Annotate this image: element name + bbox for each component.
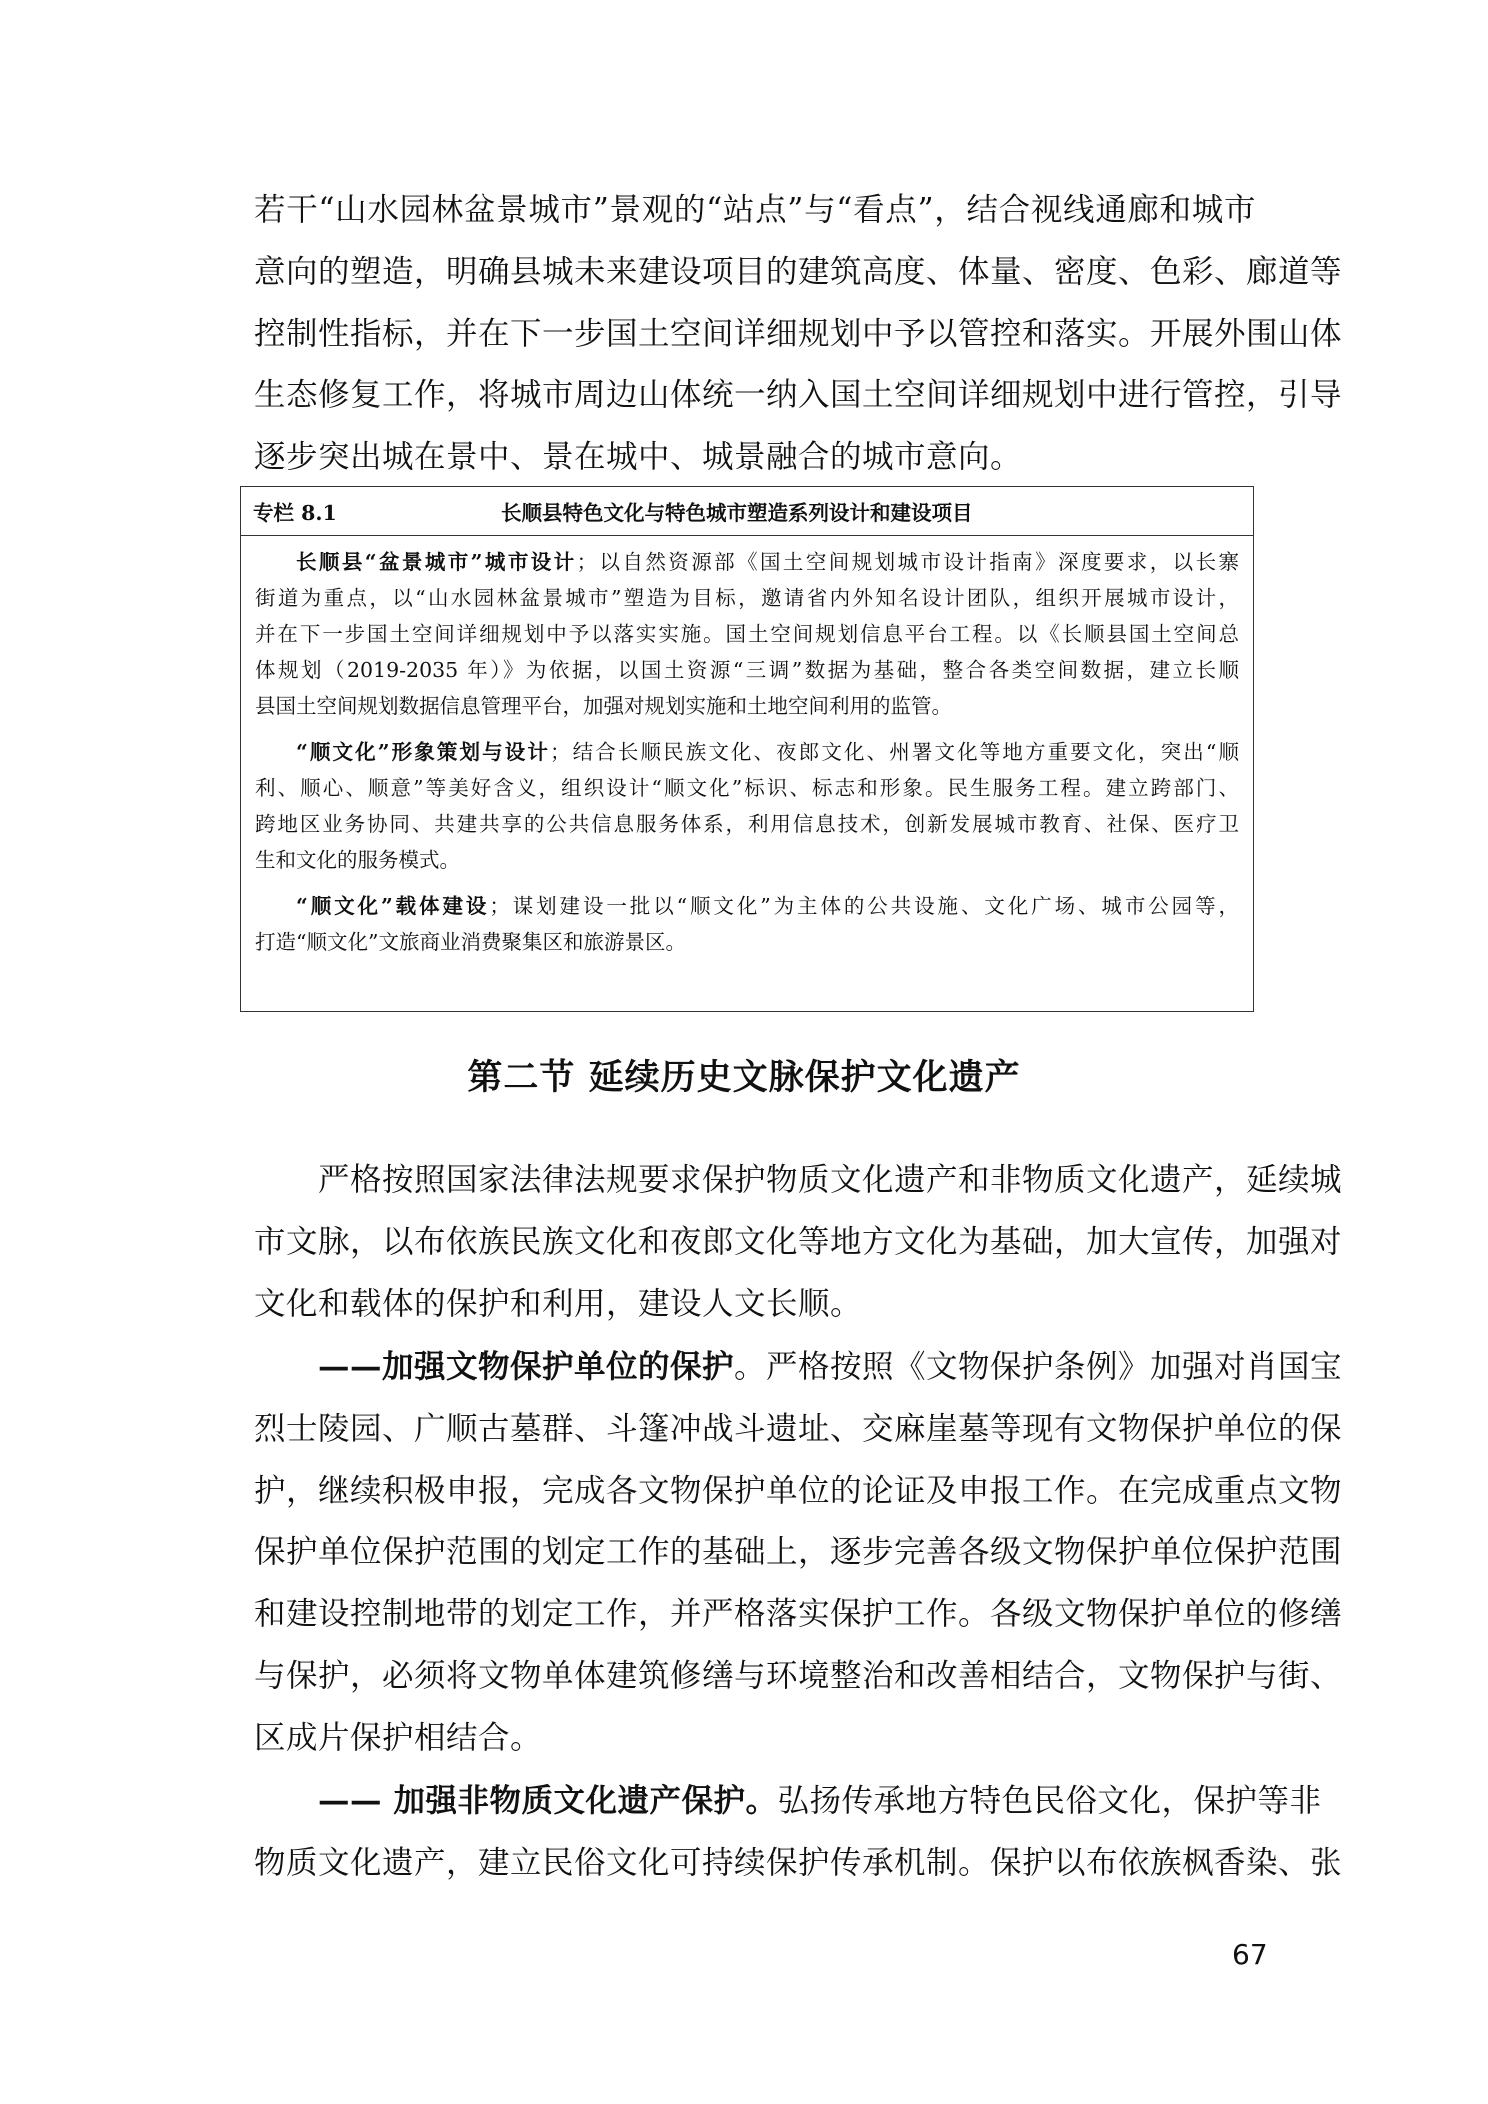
intro-line: 控制性指标，并在下一步国土空间详细规划中予以管控和落实。开展外围山体 — [254, 315, 1343, 352]
box-item-line: 打造“顺文化”文旅商业消费聚集区和旅游景区。 — [255, 930, 686, 954]
box-item-title: “顺文化”载体建设 — [296, 894, 490, 918]
box-item-line: 县国土空间规划数据信息管理平台，加强对规划实施和土地空间利用的监管。 — [255, 694, 952, 718]
body-line: ——加强文物保护单位的保护。严格按照《文物保护条例》加强对肖国宝 — [318, 1348, 1343, 1385]
special-column-box — [240, 486, 1254, 1012]
box-item-line: “顺文化”形象策划与设计；结合长顺民族文化、夜郎文化、州署文化等地方重要文化，突出“顺 — [296, 740, 1239, 764]
section-heading: 第二节 延续历史文脉保护文化遗产 — [467, 1058, 1021, 1098]
intro-line: 生态修复工作，将城市周边山体统一纳入国土空间详细规划中进行管控，引导 — [254, 377, 1343, 414]
intro-line: 意向的塑造，明确县城未来建设项目的建筑高度、体量、密度、色彩、廊道等 — [254, 253, 1343, 290]
body-line: 烈士陵园、广顺古墓群、斗篷冲战斗遗址、交麻崖墓等现有文物保护单位的保 — [254, 1410, 1343, 1447]
box-title: 长顺县特色文化与特色城市塑造系列设计和建设项目 — [501, 501, 973, 525]
box-item — [255, 734, 1239, 878]
body-line: 护，继续积极申报，完成各文物保护单位的论证及申报工作。在完成重点文物 — [254, 1472, 1343, 1509]
body-line: 严格按照国家法律法规要求保护物质文化遗产和非物质文化遗产，延续城 — [318, 1162, 1343, 1198]
box-body — [241, 536, 1253, 960]
box-item-line: “顺文化”载体建设；谋划建设一批以“顺文化”为主体的公共设施、文化广场、城市公园等， — [296, 894, 1239, 918]
box-item-line: 街道为重点，以“山水园林盆景城市”塑造为目标，邀请省内外知名设计团队，组织开展城市设计， — [255, 586, 1239, 610]
body-line: 和建设控制地带的划定工作，并严格落实保护工作。各级文物保护单位的修缮 — [254, 1596, 1343, 1633]
body-line: 文化和载体的保护和利用，建设人文长顺。 — [254, 1285, 863, 1322]
box-item — [255, 544, 1239, 724]
box-item-line: 长顺县“盆景城市”城市设计；以自然资源部《国土空间规划城市设计指南》深度要求，以长寨 — [296, 550, 1239, 574]
body-line: 区成片保护相结合。 — [254, 1719, 543, 1756]
box-item-line: 跨地区业务协同、共建共享的公共信息服务体系，利用信息技术，创新发展城市教育、社保、医疗卫 — [255, 812, 1239, 836]
box-label: 专栏 8.1 — [253, 501, 337, 525]
box-item-line: 并在下一步国土空间详细规划中予以落实实施。国土空间规划信息平台工程。以《长顺县国土空间总 — [255, 622, 1239, 646]
intro-line: 逐步突出城在景中、景在城中、城景融合的城市意向。 — [254, 439, 1023, 476]
box-item — [255, 888, 1239, 960]
body-paragraph — [254, 1150, 1343, 1335]
intro-line: 若干“山水园林盆景城市”景观的“站点”与“看点”，结合视线通廊和城市 — [254, 192, 1256, 228]
box-item-line: 体规划（2019-2035 年）》为依据，以国土资源“三调”数据为基础，整合各类空间数据，建立长顺 — [255, 658, 1239, 682]
body-paragraph — [254, 1770, 1343, 1895]
body-line: 保护单位保护范围的划定工作的基础上，逐步完善各级文物保护单位保护范围 — [254, 1534, 1343, 1571]
box-item-title: 长顺县“盆景城市”城市设计 — [296, 550, 577, 574]
intro-paragraph — [254, 180, 1343, 489]
paragraph-lead: —— 加强非物质文化遗产保护。 — [318, 1782, 778, 1819]
body-line: —— 加强非物质文化遗产保护。弘扬传承地方特色民俗文化，保护等非 — [318, 1782, 1322, 1819]
box-item-line: 利、顺心、顺意”等美好含义，组织设计“顺文化”标识、标志和形象。民生服务工程。建立跨部门、 — [255, 776, 1239, 800]
body-paragraph — [254, 1336, 1343, 1770]
box-header — [241, 487, 1253, 536]
paragraph-lead: ——加强文物保护单位的保护 — [318, 1348, 735, 1385]
body-line: 与保护，必须将文物单体建筑修缮与环境整治和改善相结合，文物保护与街、 — [254, 1657, 1343, 1694]
body-line: 物质文化遗产，建立民俗文化可持续保护传承机制。保护以布依族枫香染、张 — [254, 1844, 1343, 1881]
box-item-line: 生和文化的服务模式。 — [255, 848, 460, 872]
page-number: 67 — [1232, 1938, 1268, 1971]
body-line: 市文脉，以布依族民族文化和夜郎文化等地方文化为基础，加大宣传，加强对 — [254, 1223, 1343, 1260]
box-item-title: “顺文化”形象策划与设计 — [296, 740, 550, 764]
